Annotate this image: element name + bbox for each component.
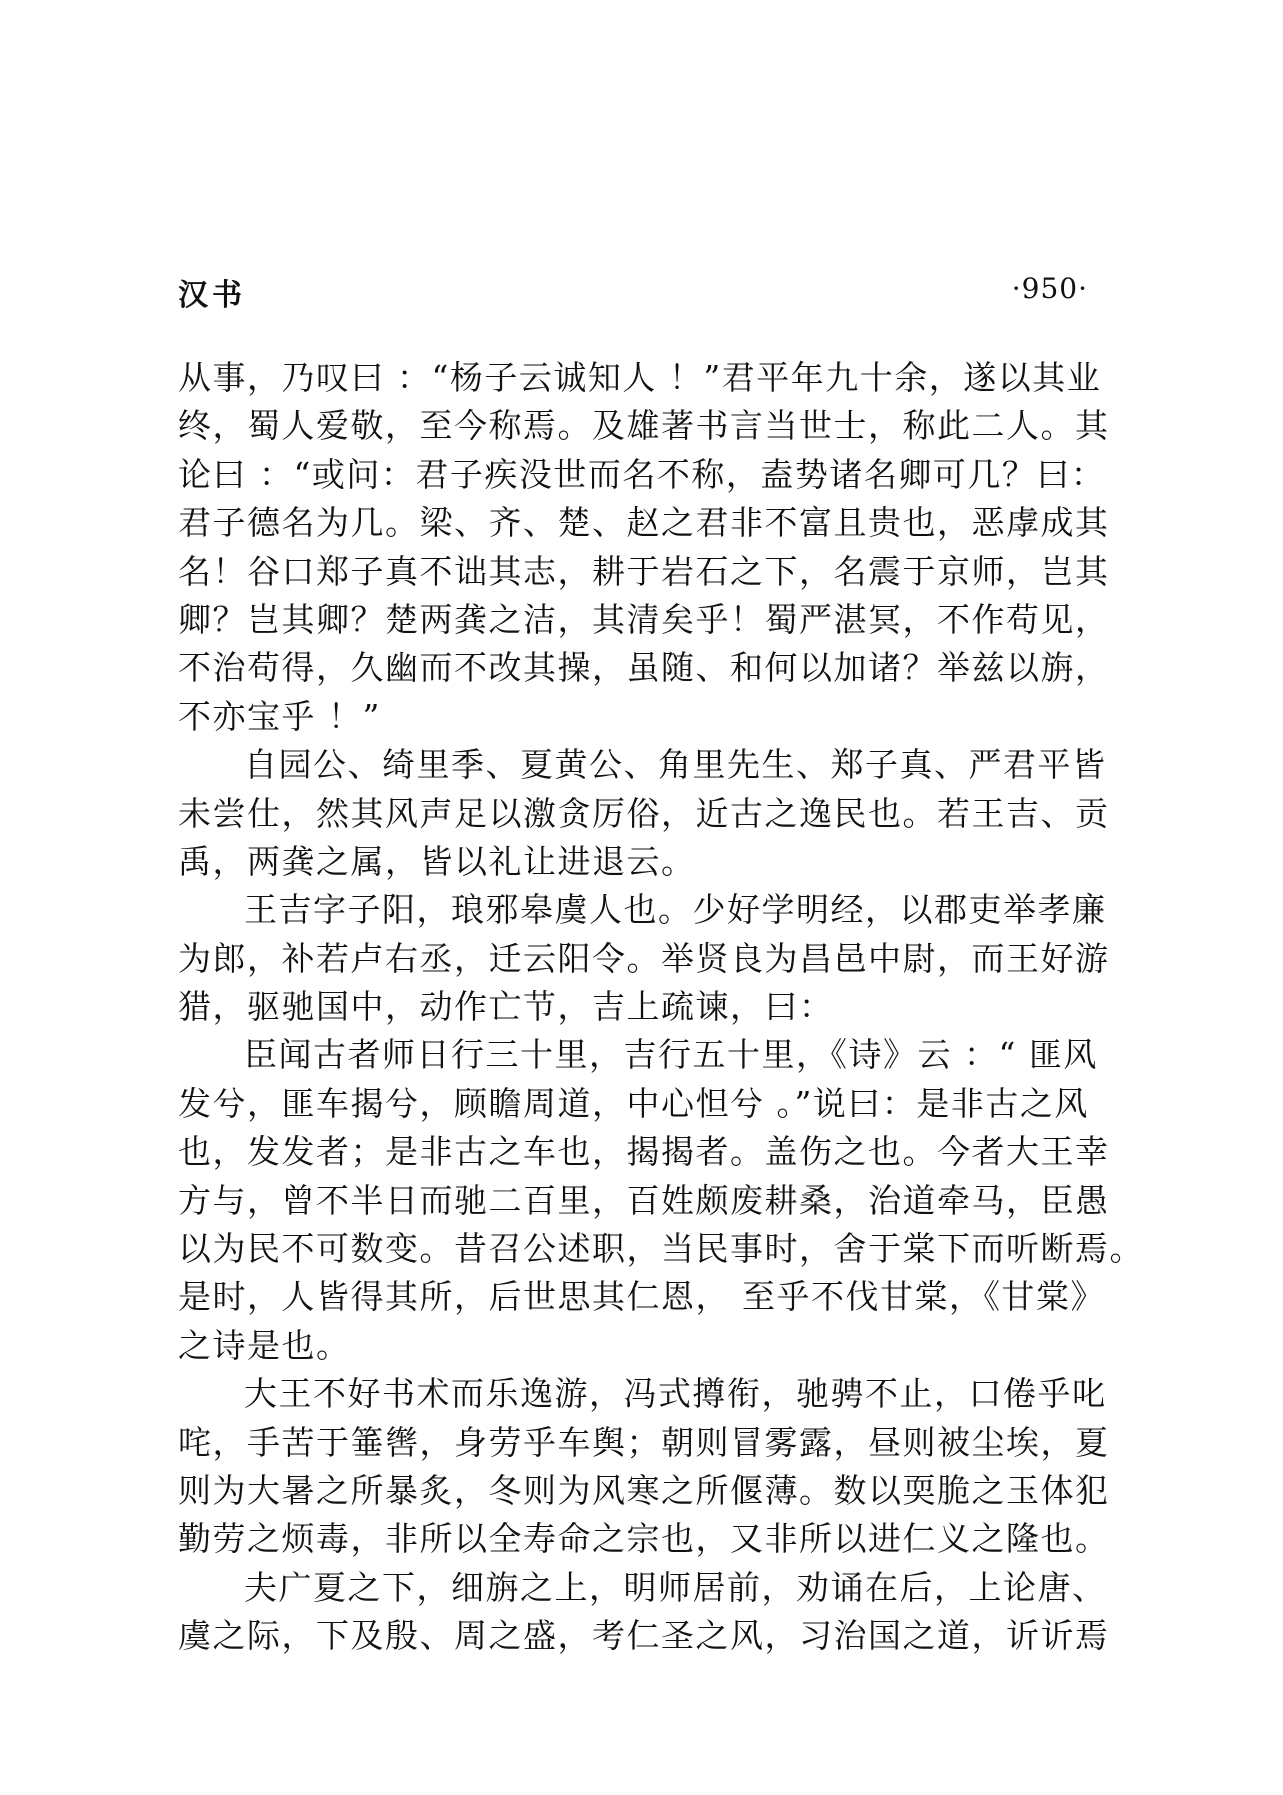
book-title: 汉书 [178,278,246,313]
text-line: 咤，手苦于箠辔，身劳乎车舆；朝则冒雾露，昼则被尘埃，夏 [178,1422,1110,1462]
page-header [178,270,1088,314]
text-line: 勤劳之烦毒，非所以全寿命之宗也，又非所以进仁义之隆也。 [178,1519,1110,1559]
text-line: 以为民不可数变。昔召公述职，当民事时，舍于棠下而听断焉。 [178,1229,1144,1269]
text-line: 论曰 ：“或问：君子疾没世而名不称，盍势诸名卿可几？曰： [178,454,1106,494]
text-line: 自园公、绮里季、夏黄公、角里先生、郑子真、严君平皆 [244,745,1107,785]
text-line: 方与，曾不半日而驰二百里，百姓颇废耕桑，治道牵马，臣愚 [178,1180,1110,1220]
text-line: 发兮，匪车揭兮，顾瞻周道，中心怛兮 。”说曰：是非古之风 [178,1083,1089,1123]
text-line: 名！谷口郑子真不诎其志，耕于岩石之下，名震于京师，岂其 [178,551,1110,591]
text-line: 也，发发者；是非古之车也，揭揭者。盖伤之也。今者大王幸 [178,1132,1110,1172]
text-line: 终，蜀人爱敬，至今称焉。及雄著书言当世士，称此二人。其 [178,406,1110,446]
page-number: ·950· [1011,272,1088,305]
text-line: 臣闻古者师日行三十里，吉行五十里，《诗》云 ：“ 匪风 [244,1035,1098,1075]
text-line: 猎，驱驰国中，动作亡节，吉上疏谏，曰： [178,987,834,1027]
text-line: 大王不好书术而乐逸游，冯式撙衔，驰骋不止，口倦乎叱 [244,1374,1107,1414]
text-body [178,354,1144,1661]
text-line: 未尝仕，然其风声足以激贪厉俗，近古之逸民也。若王吉、贡 [178,793,1110,833]
text-line: 则为大暑之所暴炙，冬则为风寒之所偃薄。数以耎脆之玉体犯 [178,1470,1110,1510]
text-line: 卿？岂其卿？楚两龚之洁，其清矣乎！蜀严湛冥，不作苟见， [178,599,1110,639]
text-line: 从事，乃叹曰 ：“杨子云诚知人 ！”君平年九十余，遂以其业 [178,358,1102,397]
text-line: 不亦宝乎 ！” [178,696,381,736]
text-line: 王吉字子阳，琅邪皋虞人也。少好学明经，以郡吏举孝廉 [244,890,1107,930]
text-line: 禹，两龚之属，皆以礼让进退云。 [178,841,696,881]
text-line: 君子德名为几。梁、齐、楚、赵之君非不富且贵也，恶虖成其 [178,503,1110,543]
text-line: 不治苟得，久幽而不改其操，虽随、和何以加诸？举兹以旃， [178,648,1110,688]
text-line: 之诗是也。 [178,1325,351,1365]
text-line: 为郎，补若卢右丞，迁云阳令。举贤良为昌邑中尉，而王好游 [178,938,1110,978]
text-line: 夫广夏之下，细旃之上，明师居前，劝诵在后，上论唐、 [244,1567,1107,1607]
text-line: 虞之际，下及殷、周之盛，考仁圣之风，习治国之道，䜣䜣焉 [178,1616,1110,1656]
text-line: 是时，人皆得其所，后世思其仁恩， 至乎不伐甘棠，《甘棠》 [178,1277,1105,1317]
